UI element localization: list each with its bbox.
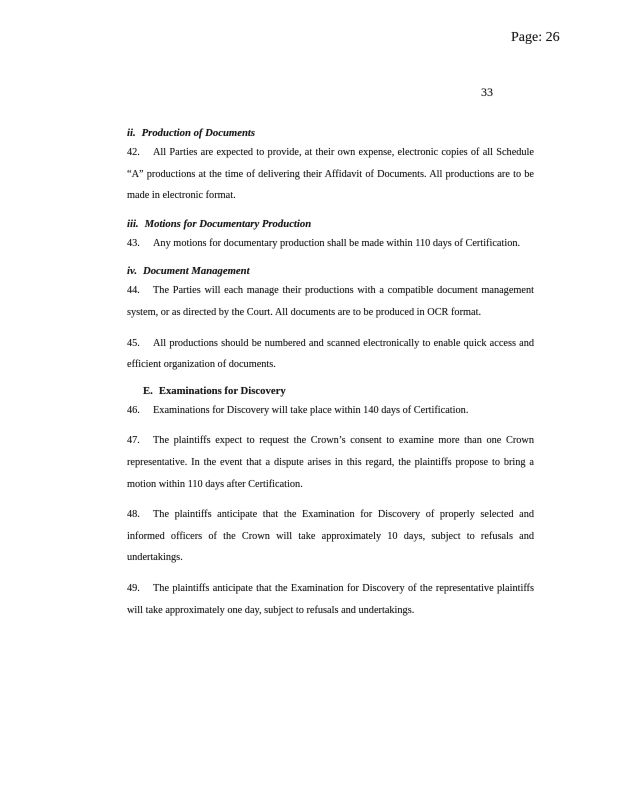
section-number: iv. <box>127 265 137 278</box>
document-page-number: 33 <box>481 85 493 99</box>
paragraph-46 <box>127 400 534 422</box>
document-body <box>127 124 534 621</box>
section-heading-production-of-documents <box>127 124 534 142</box>
paragraph-line: motion within 110 days after Certification. <box>127 478 303 490</box>
section-title: Document Management <box>143 265 250 278</box>
section-number: ii. <box>127 127 136 139</box>
paragraph-text: The plaintiffs anticipate that the Examination for Discovery of properly selected and <box>153 509 534 521</box>
paragraph-45 <box>127 333 534 376</box>
paragraph-line: undertakings. <box>127 552 183 564</box>
paragraph-49 <box>127 578 534 621</box>
paragraph-number: 43. <box>127 237 140 249</box>
paragraph-line: efficient organization of documents. <box>127 359 276 371</box>
section-title: Examinations for Discovery <box>158 384 286 397</box>
paragraph-42 <box>127 142 534 207</box>
paragraph-47 <box>127 430 534 495</box>
section-number: E. <box>143 384 153 397</box>
paragraph-number: 42. <box>127 147 140 158</box>
paragraph-text: Examinations for Discovery will take place within 140 days of Certification. <box>153 404 469 416</box>
section-heading-document-management <box>127 262 534 280</box>
paragraph-text: Any motions for documentary production shall be made within 110 days of Certification. <box>153 237 521 249</box>
paragraph-line <box>127 578 534 600</box>
paragraph-text: All Parties are expected to provide, at their own expense, electronic copies of all Schedule <box>153 147 534 158</box>
paragraph-line <box>127 142 534 164</box>
section-heading-motions-for-documentary-production <box>127 215 534 233</box>
paragraph-line <box>127 504 534 526</box>
paragraph-line: will take approximately one day, subject to refusals and undertakings. <box>127 604 415 616</box>
paragraph-line <box>127 233 534 255</box>
paragraph-number: 48. <box>127 509 140 521</box>
paragraph-line: made in electronic format. <box>127 190 236 202</box>
paragraph-line: informed officers of the Crown will take approximately 10 days, subject to refusals and <box>127 530 534 542</box>
paragraph-number: 44. <box>127 285 140 297</box>
paragraph-line <box>127 333 534 355</box>
paragraph-line: representative. In the event that a dispute arises in this regard, the plaintiffs propose to bring a <box>127 456 534 468</box>
paragraph-number: 47. <box>127 435 140 447</box>
paragraph-44 <box>127 280 534 323</box>
viewer-page-label: Page: 26 <box>511 30 560 45</box>
paragraph-48 <box>127 504 534 569</box>
paragraph-line <box>127 400 534 422</box>
paragraph-line <box>127 280 534 302</box>
paragraph-text: The Parties will each manage their productions with a compatible document management <box>153 285 534 297</box>
section-heading-examinations-for-discovery <box>127 382 534 400</box>
paragraph-line <box>127 430 534 452</box>
paragraph-line: “A” productions at the time of delivering their Affidavit of Documents. All productions are to be <box>127 168 534 180</box>
paragraph-number: 45. <box>127 337 140 349</box>
section-title: Production of Documents <box>141 127 256 139</box>
paragraph-number: 46. <box>127 404 140 416</box>
paragraph-text: The plaintiffs anticipate that the Examination for Discovery of the representative plaintiffs <box>153 582 534 594</box>
paragraph-43 <box>127 233 534 255</box>
paragraph-line: system, or as directed by the Court. All documents are to be produced in OCR format. <box>127 306 482 318</box>
paragraph-number: 49. <box>127 582 140 594</box>
paragraph-text: The plaintiffs expect to request the Crown’s consent to examine more than one Crown <box>153 435 534 447</box>
paragraph-text: All productions should be numbered and scanned electronically to enable quick access and <box>153 337 534 349</box>
section-number: iii. <box>127 217 139 230</box>
section-title: Motions for Documentary Production <box>144 217 312 230</box>
